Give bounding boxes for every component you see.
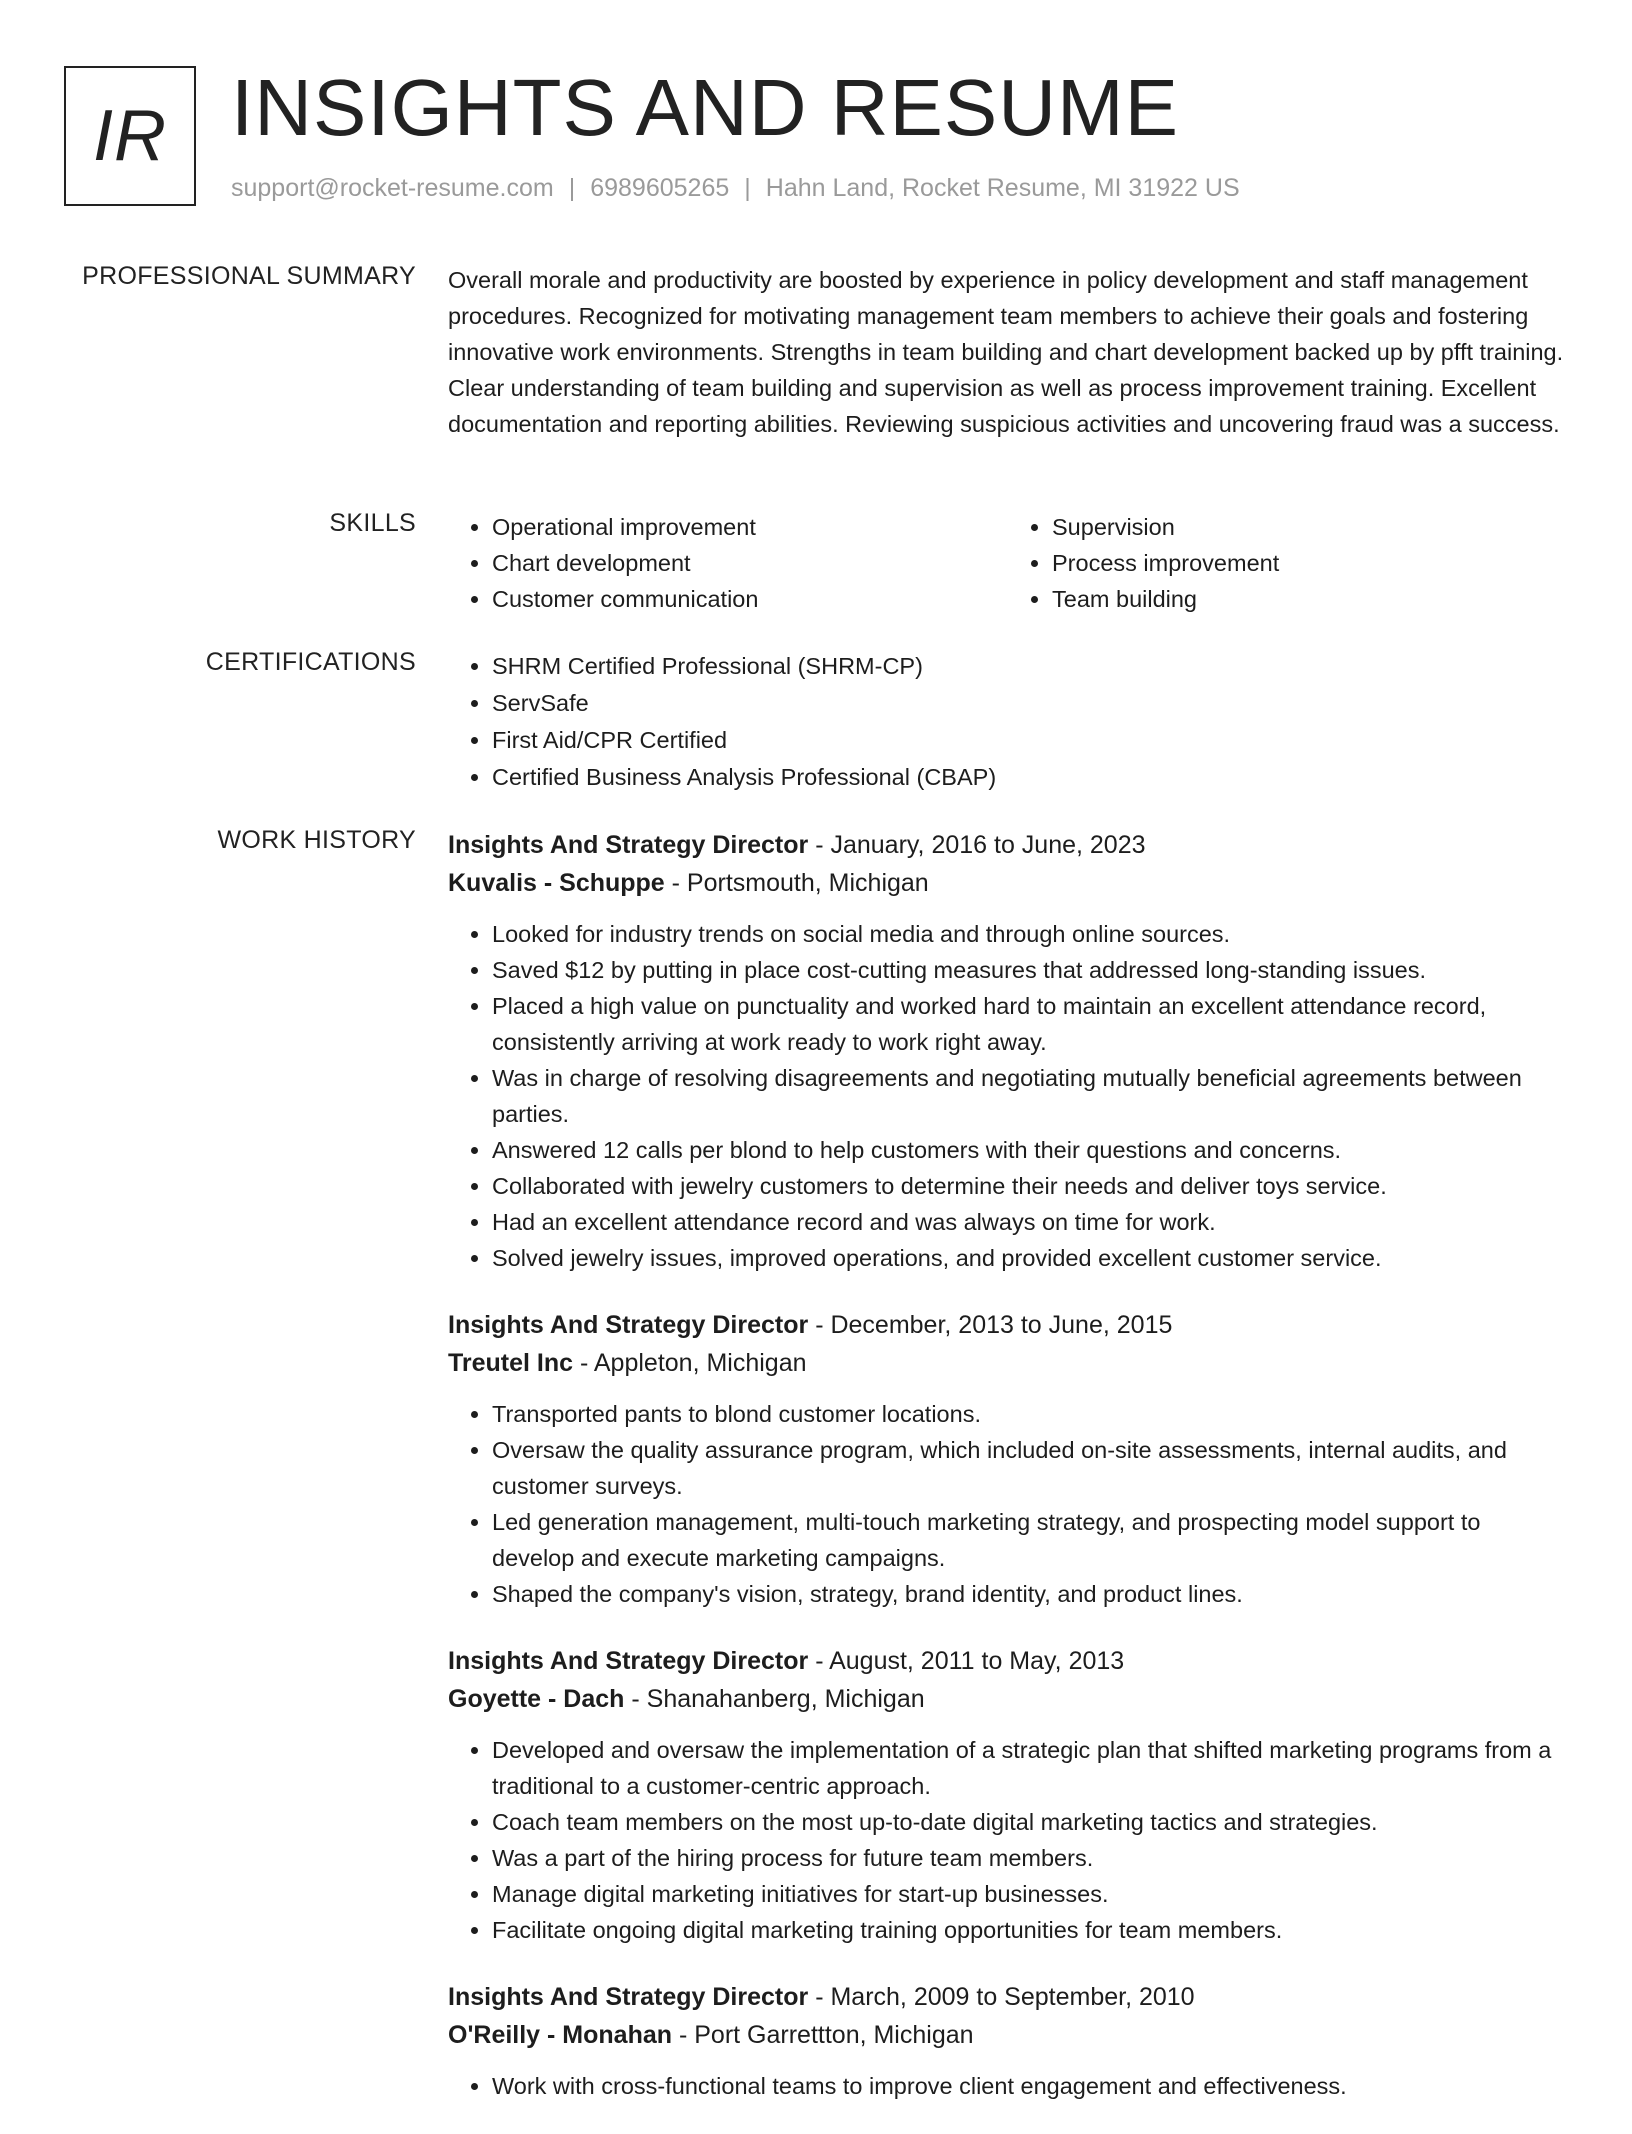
job-dates: - December, 2013 to June, 2015 — [808, 1311, 1173, 1339]
job-bullet: • Transported pants to blond customer locations. — [492, 1396, 1568, 1432]
job-title-line — [448, 1306, 1568, 1344]
resume-name: INSIGHTS AND RESUME — [231, 63, 1180, 152]
certification-item: • SHRM Certified Professional (SHRM-CP) — [492, 648, 1568, 685]
job-bullet: • Coach team members on the most up-to-date digital marketing tactics and strategies. — [492, 1804, 1568, 1840]
section-label-skills: SKILLS — [329, 509, 416, 537]
skill-item: • Supervision — [1052, 509, 1568, 545]
skill-item: • Operational improvement — [492, 509, 1008, 545]
job-title: Insights And Strategy Director — [448, 1647, 809, 1675]
certification-item: • Certified Business Analysis Professional (CBAP) — [492, 759, 1568, 796]
job-location: - Portsmouth, Michigan — [664, 869, 929, 897]
section-label-summary: PROFESSIONAL SUMMARY — [82, 262, 416, 290]
skills-list-left — [448, 509, 1008, 617]
skill-item: • Process improvement — [1052, 545, 1568, 581]
job-title: Insights And Strategy Director — [448, 1983, 809, 2011]
job-location: - Shanahanberg, Michigan — [624, 1685, 925, 1713]
job-location: - Appleton, Michigan — [573, 1349, 807, 1377]
job-company-line — [448, 864, 1568, 902]
monogram-logo — [64, 66, 196, 206]
monogram-initials: IR — [93, 96, 167, 176]
contact-address: Hahn Land, Rocket Resume, MI 31922 US — [765, 174, 1240, 202]
job-bullets — [448, 1396, 1568, 1612]
job-bullet: • Was in charge of resolving disagreements and negotiating mutually beneficial agreements between parties. — [492, 1060, 1568, 1132]
job-bullets — [448, 916, 1568, 1276]
job-title: Insights And Strategy Director — [448, 831, 809, 859]
job-entry — [448, 1642, 1568, 1948]
job-company: Treutel Inc — [448, 1349, 574, 1377]
certification-item: • ServSafe — [492, 685, 1568, 722]
job-bullet: • Had an excellent attendance record and was always on time for work. — [492, 1204, 1568, 1240]
job-bullet: • Shaped the company's vision, strategy, brand identity, and product lines. — [492, 1576, 1568, 1612]
job-bullet: • Placed a high value on punctuality and worked hard to maintain an excellent attendance record, consistently arriving at work ready to work right away. — [492, 988, 1568, 1060]
job-bullet: • Work with cross-functional teams to improve client engagement and effectiveness. — [492, 2068, 1568, 2104]
job-location: - Port Garrettton, Michigan — [672, 2021, 974, 2049]
job-bullet: • Facilitate ongoing digital marketing training opportunities for team members. — [492, 1912, 1568, 1948]
job-bullet: • Looked for industry trends on social media and through online sources. — [492, 916, 1568, 952]
contact-phone: 6989605265 — [590, 174, 730, 202]
job-company-line — [448, 2016, 1568, 2054]
skill-item: • Customer communication — [492, 581, 1008, 617]
job-title-line — [448, 1642, 1568, 1680]
summary-text: Overall morale and productivity are boosted by experience in policy development and staff management procedures. Recognized for motivating management team members to achieve their goals and fostering innovative work environments. Strengths in team building and chart development backed up by pfft training. Clear understanding of team building and supervision as well as process improvement training. Excellent documentation and reporting abilities. Reviewing suspicious activities and uncovering fraud was a success. — [448, 267, 1564, 437]
job-company: O'Reilly - Monahan — [448, 2021, 673, 2049]
job-dates: - January, 2016 to June, 2023 — [808, 831, 1146, 859]
job-bullet: • Solved jewelry issues, improved operations, and provided excellent customer service. — [492, 1240, 1568, 1276]
skill-item: • Chart development — [492, 545, 1008, 581]
job-bullet: • Saved $12 by putting in place cost-cutting measures that addressed long-standing issues. — [492, 952, 1568, 988]
job-bullets — [448, 2068, 1568, 2104]
contact-line — [231, 174, 1240, 203]
job-title: Insights And Strategy Director — [448, 1311, 809, 1339]
job-entry — [448, 1978, 1568, 2104]
contact-email: support@rocket-resume.com — [231, 174, 554, 202]
job-entry — [448, 1306, 1568, 1612]
job-bullets — [448, 1732, 1568, 1948]
job-company: Goyette - Dach — [448, 1685, 625, 1713]
job-bullet: • Developed and oversaw the implementation of a strategic plan that shifted marketing programs from a traditional to a customer-centric approach. — [492, 1732, 1568, 1804]
job-title-line — [448, 826, 1568, 864]
certifications-list — [448, 648, 1568, 796]
job-dates: - March, 2009 to September, 2010 — [808, 1983, 1195, 2011]
job-company-line — [448, 1344, 1568, 1382]
contact-separator: | — [568, 174, 576, 202]
job-bullet: • Oversaw the quality assurance program, which included on-site assessments, internal audits, and customer surveys. — [492, 1432, 1568, 1504]
job-bullet: • Manage digital marketing initiatives for start-up businesses. — [492, 1876, 1568, 1912]
job-dates: - August, 2011 to May, 2013 — [808, 1647, 1125, 1675]
resume-header — [64, 63, 1568, 216]
section-label-work-history: WORK HISTORY — [217, 826, 416, 854]
contact-separator: | — [744, 174, 751, 202]
certification-item: • First Aid/CPR Certified — [492, 722, 1568, 759]
job-company: Kuvalis - Schuppe — [448, 869, 665, 897]
job-title-line — [448, 1978, 1568, 2016]
job-bullet: • Collaborated with jewelry customers to determine their needs and deliver toys service. — [492, 1168, 1568, 1204]
section-label-certifications: CERTIFICATIONS — [205, 648, 416, 676]
skills-list-right — [1008, 509, 1568, 617]
job-bullet: • Was a part of the hiring process for future team members. — [492, 1840, 1568, 1876]
job-entry — [448, 826, 1568, 1276]
skill-item: • Team building — [1052, 581, 1568, 617]
job-bullet: • Answered 12 calls per blond to help customers with their questions and concerns. — [492, 1132, 1568, 1168]
job-bullet: • Led generation management, multi-touch marketing strategy, and prospecting model support to develop and execute marketing campaigns. — [492, 1504, 1568, 1576]
job-company-line — [448, 1680, 1568, 1718]
